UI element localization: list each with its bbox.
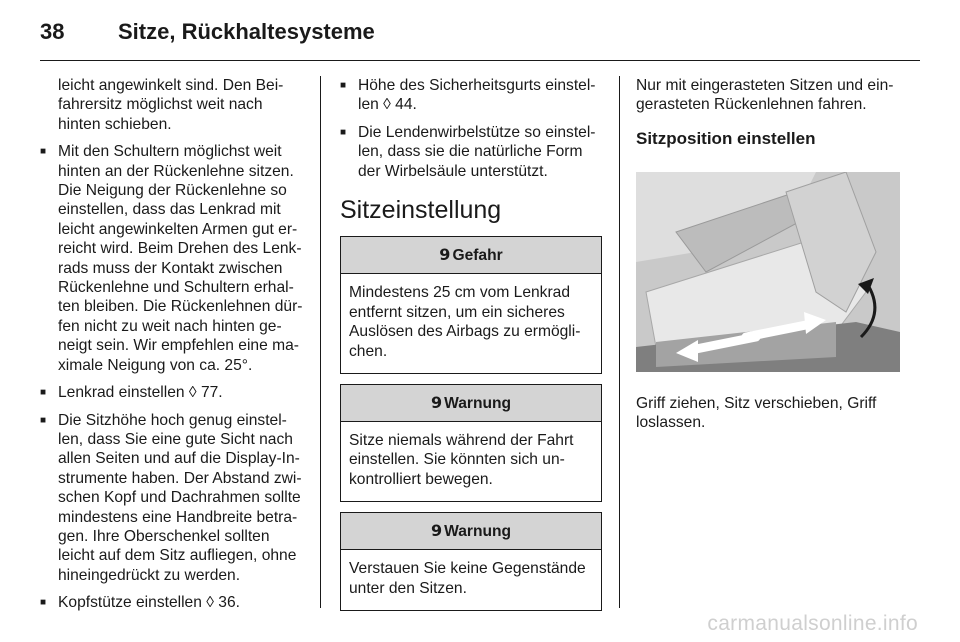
column-divider-2 — [619, 76, 620, 608]
col1-bullet-list — [40, 142, 306, 612]
column-divider-1 — [320, 76, 321, 608]
col1-intro: leicht angewinkelt sind. Den Bei-fahrersitz möglichst weit nach hinten schieben. — [58, 77, 284, 133]
col2-bullet-list — [340, 76, 602, 181]
bullet-item: ■ Höhe des Sicherheitsgurts einstel-len ◊ 44. — [340, 76, 602, 115]
warning-box — [340, 512, 602, 611]
danger-box — [340, 236, 602, 374]
col3-intro: Nur mit eingerasteten Sitzen und ein-gerasteten Rückenlehnen fahren. — [636, 77, 894, 114]
warning-box-text: Verstauen Sie keine Gegenstände unter den Sitzen. — [349, 560, 586, 597]
bullet-item: ■ Die Sitzhöhe hoch genug einstel-len, dass Sie eine gute Sicht nach allen Seiten und auf die Display-In-strumente haben. Der Abstand zwi-schen Kopf und Dachrahmen sollte mindestens eine Handbreite betra-gen. Ihre Oberschenkel sollten leicht auf dem Sitz aufliegen, ohne hineingedrückt zu werden. — [40, 411, 306, 586]
page-number: 38 — [40, 19, 65, 44]
figure-caption: Griff ziehen, Sitz verschieben, Griff loslassen. — [636, 394, 877, 432]
danger-box-text: Mindestens 25 cm vom Lenkrad entfernt sitzen, um ein sicheres Auslösen des Airbags zu ermögli-chen. — [349, 284, 581, 360]
warning-box-title: Warnung — [444, 395, 512, 413]
warning-box-title: Warnung — [444, 523, 512, 541]
danger-box-header — [341, 237, 601, 274]
bullet-item: ■ Mit den Schultern möglichst weit hinten an der Rückenlehne sitzen. Die Neigung der Rückenlehne so einstellen, dass das Lenkrad mit leicht angewinkelten Armen gut er-reicht wird. Beim Drehen des Lenk-rads muss der Kontakt zwischen Rückenlehne und Schultern erhal-ten bleiben. Die Rückenlehnen dür-fen nicht zu weit nach hinten ge-neigt sein. Wir empfehlen eine ma-ximale Neigung von ca. 25°. — [40, 142, 306, 375]
warning-triangle-icon: 9 — [430, 393, 443, 413]
danger-box-title: Gefahr — [452, 247, 503, 265]
warning-box-text: Sitze niemals während der Fahrt einstellen. Sie könnten sich un-kontrolliert bewegen. — [349, 432, 574, 488]
chapter-title: Sitze, Rückhaltesysteme — [118, 19, 375, 44]
warning-triangle-icon: 9 — [439, 245, 451, 265]
warning-box — [340, 384, 602, 502]
warning-box-header — [341, 385, 601, 422]
bullet-item: ■ Kopfstütze einstellen ◊ 36. — [40, 593, 306, 612]
column-3 — [636, 76, 902, 440]
warning-triangle-icon: 9 — [430, 521, 443, 541]
section-heading: Sitzeinstellung — [340, 196, 502, 225]
column-2 — [340, 76, 602, 621]
seat-adjustment-illustration — [636, 172, 900, 372]
page-header — [40, 14, 375, 50]
watermark: carmanualsonline.info — [707, 612, 918, 635]
subsection-heading: Sitzposition einstellen — [636, 128, 816, 148]
bullet-item: ■ Die Lendenwirbelstütze so einstel-len, dass sie die natürliche Form der Wirbelsäule unterstützt. — [340, 123, 602, 181]
warning-box-header — [341, 513, 601, 550]
column-1 — [40, 76, 306, 621]
bullet-item: ■ Lenkrad einstellen ◊ 77. — [40, 383, 306, 402]
header-rule — [40, 60, 920, 61]
